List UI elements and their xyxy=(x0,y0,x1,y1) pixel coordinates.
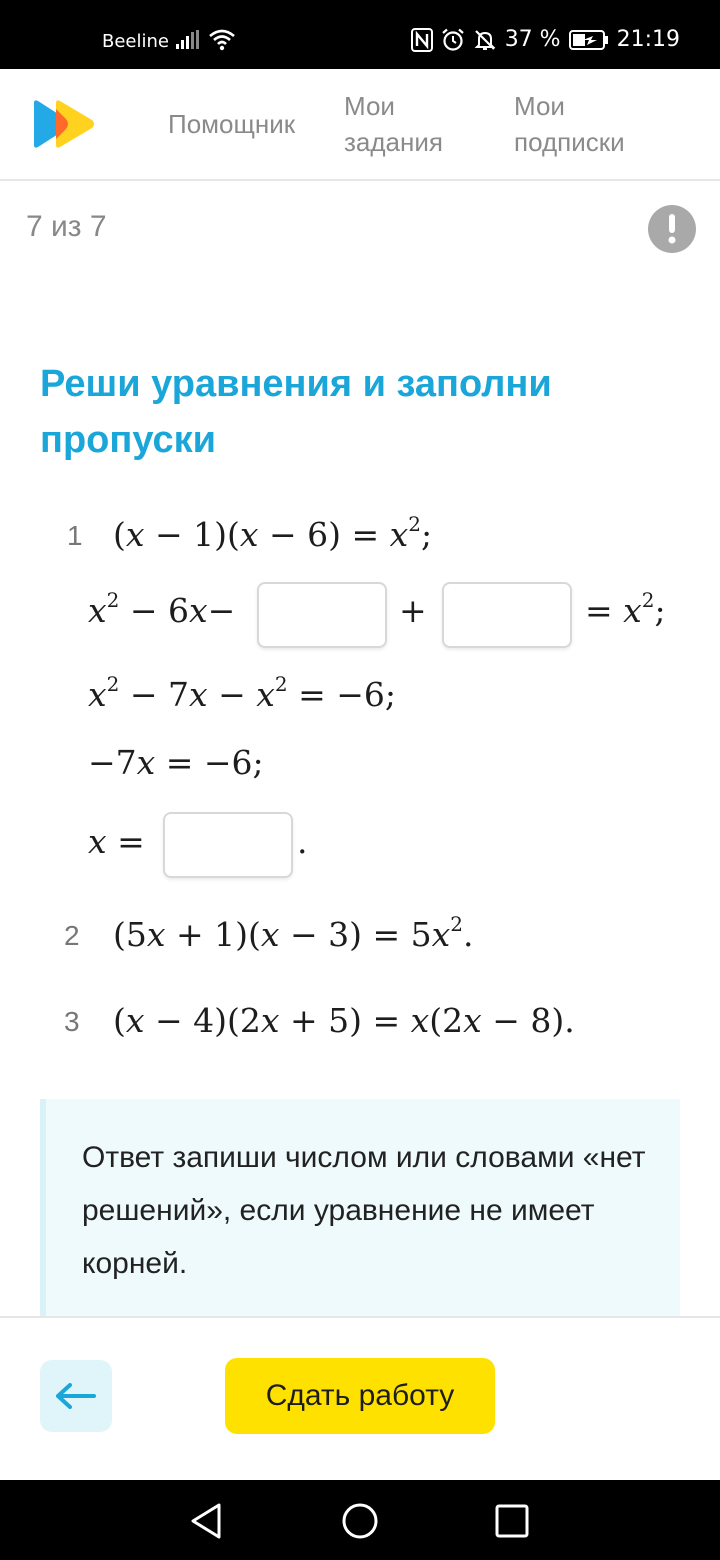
equation-1-step-2: $x^2 - 7x - x^2 = -6$; xyxy=(88,672,397,714)
plus-sign: + xyxy=(399,591,427,630)
wifi-icon xyxy=(208,28,236,56)
system-navigation-bar xyxy=(0,1480,720,1560)
hint-text: Ответ запиши числом или словами «нет решений», если уравнение не имеет корней. xyxy=(82,1141,646,1280)
carrier-name: Beeline xyxy=(102,31,169,52)
equation-1-step-1: $x^2 - 6x-$ xyxy=(88,588,236,630)
exclamation-icon xyxy=(667,213,677,245)
status-bar xyxy=(0,0,720,69)
task-title: Реши уравнения и заполни пропуски xyxy=(40,363,552,461)
step-number: 2 xyxy=(64,920,80,951)
answer-input-2[interactable] xyxy=(442,582,572,648)
task-counter: 7 из 7 xyxy=(26,210,107,243)
nav-back-icon[interactable] xyxy=(188,1502,224,1540)
nfc-icon xyxy=(411,28,433,52)
nav-my-tasks[interactable]: Мои задания xyxy=(344,91,443,157)
battery-icon xyxy=(569,29,609,51)
play-logo-icon[interactable] xyxy=(30,99,98,149)
nav-home-icon[interactable] xyxy=(341,1502,379,1540)
submit-button[interactable]: Сдать работу xyxy=(225,1358,495,1434)
equation-1-step-1-rhs: = $x^2$; xyxy=(585,588,666,630)
step-number: 1 xyxy=(67,520,83,551)
report-button[interactable] xyxy=(648,205,696,253)
mute-icon xyxy=(473,28,497,52)
period: . xyxy=(297,822,308,861)
nav-recents-icon[interactable] xyxy=(494,1502,530,1540)
nav-helper[interactable]: Помощник xyxy=(168,109,296,139)
equation-1: $(x - 1)(x - 6) = x^2$; xyxy=(113,512,433,554)
equation-1-step-3: −7x = −6; xyxy=(88,743,264,782)
bottom-action-bar xyxy=(0,1316,720,1480)
hint-box xyxy=(40,1099,680,1319)
back-button[interactable] xyxy=(40,1360,112,1432)
arrow-left-icon xyxy=(56,1383,96,1409)
signal-icon xyxy=(176,30,200,54)
step-number: 3 xyxy=(64,1006,80,1037)
equation-2: $(5x + 1)(x - 3) = 5x^2$. xyxy=(113,912,474,954)
answer-input-3[interactable] xyxy=(163,812,293,878)
answer-input-1[interactable] xyxy=(257,582,387,648)
equation-3: (x − 4)(2x + 5) = x(2x − 8). xyxy=(113,1001,575,1040)
clock: 21:19 xyxy=(616,27,680,52)
equation-1-step-4: x = xyxy=(88,822,145,861)
nav-my-subscriptions[interactable]: Мои подписки xyxy=(514,91,625,157)
app-header xyxy=(0,69,720,181)
battery-percent: 37 % xyxy=(504,27,561,52)
alarm-icon xyxy=(441,28,465,52)
